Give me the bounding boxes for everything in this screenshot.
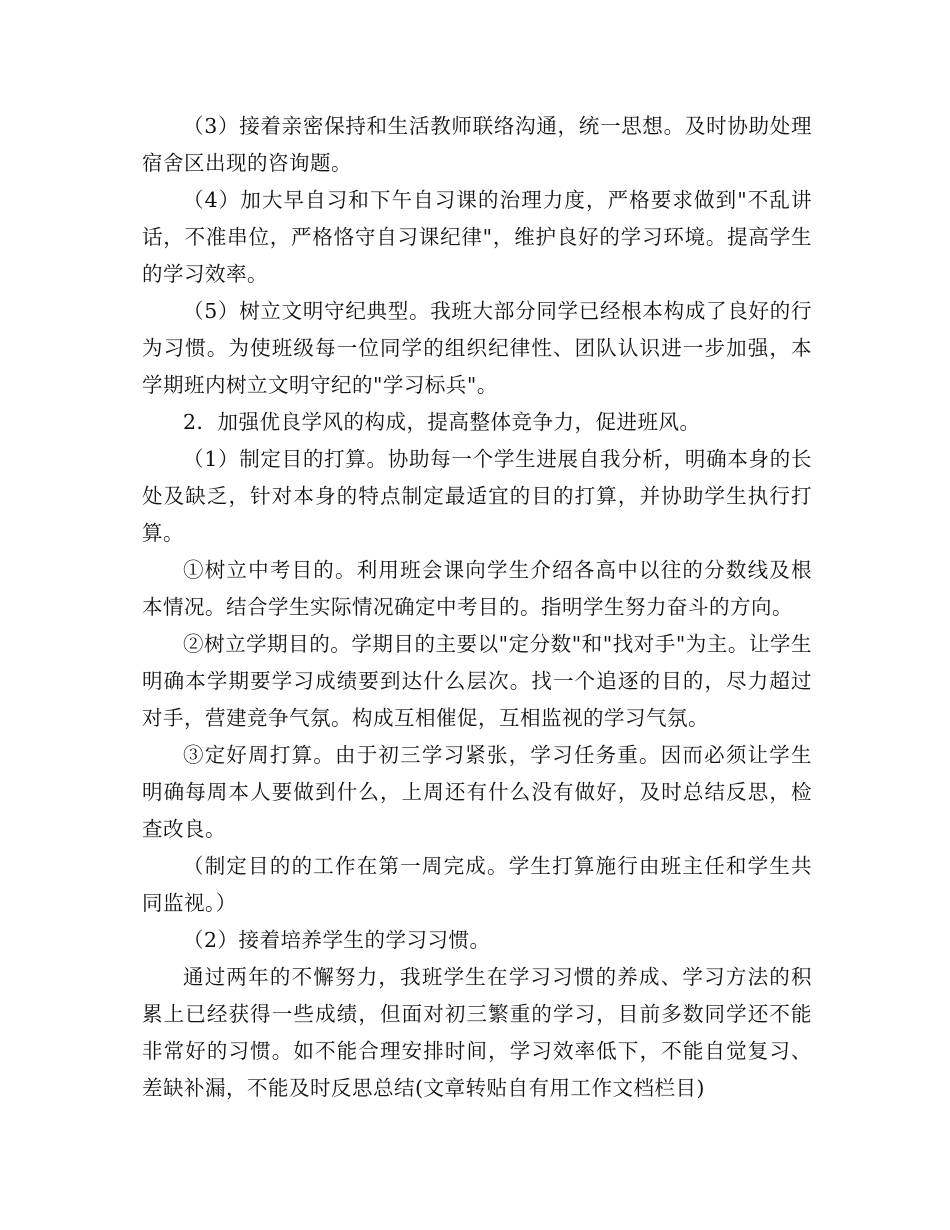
document-body [142,108,812,1107]
paragraph-item-2-study-habits: （2）接着培养学生的学习习惯。 [183,928,491,952]
paragraph-subitem-term-goal: ②树立学期目的。学期目的主要以"定分数"和"找对手"为主。让学生明确本学期要学习成绩要到达什么层次。找一个追逐的目的，尽力超过对手，营建竞争气氛。构成互相催促，互相监视的学习气氛。 [142,632,812,730]
paragraph-item-4-self-study: （4）加大早自习和下午自习课的治理力度，严格要求做到"不乱讲话，不准串位，严格恪守自习课纪律"，维护良好的学习环境。提高学生的学习效率。 [142,188,812,286]
paragraph-subitem-weekly-plan: ③定好周打算。由于初三学习紧张，学习任务重。因而必须让学生明确每周本人要做到什么，上周还有什么没有做好，及时总结反思，检查改良。 [142,743,812,841]
paragraph-note-goal-schedule: （制定目的的工作在第一周完成。学生打算施行由班主任和学生共同监视。） [142,854,812,915]
paragraph-item-5-role-models: （5）树立文明守纪典型。我班大部分同学已经根本构成了良好的行为习惯。为使班级每一位同学的组织纪律性、团队认识进一步加强，本学期班内树立文明守纪的"学习标兵"。 [142,299,812,397]
paragraph-subitem-exam-goal: ①树立中考目的。利用班会课向学生介绍各高中以往的分数线及根本情况。结合学生实际情况确定中考目的。指明学生努力奋斗的方向。 [142,558,812,619]
paragraph-item-1-goal-plan: （1）制定目的打算。协助每一个学生进展自我分析，明确本身的长处及缺乏，针对本身的特点制定最适宜的目的打算，并协助学生执行打算。 [142,447,812,545]
paragraph-habits-detail: 通过两年的不懈努力，我班学生在学习习惯的养成、学习方法的积累上已经获得一些成绩，但面对初三繁重的学习，目前多数同学还不能非常好的习惯。如不能合理安排时间，学习效率低下，不能自觉复习、差缺补漏，不能及时反思总结(文章转贴自有用工作文档栏目) [142,965,812,1100]
section-heading-study-style: 2．加强优良学风的构成，提高整体竞争力，促进班风。 [183,410,701,434]
paragraph-item-3-contact-teachers: （3）接着亲密保持和生活教师联络沟通，统一思想。及时协助处理宿舍区出现的咨询题。 [142,114,812,175]
